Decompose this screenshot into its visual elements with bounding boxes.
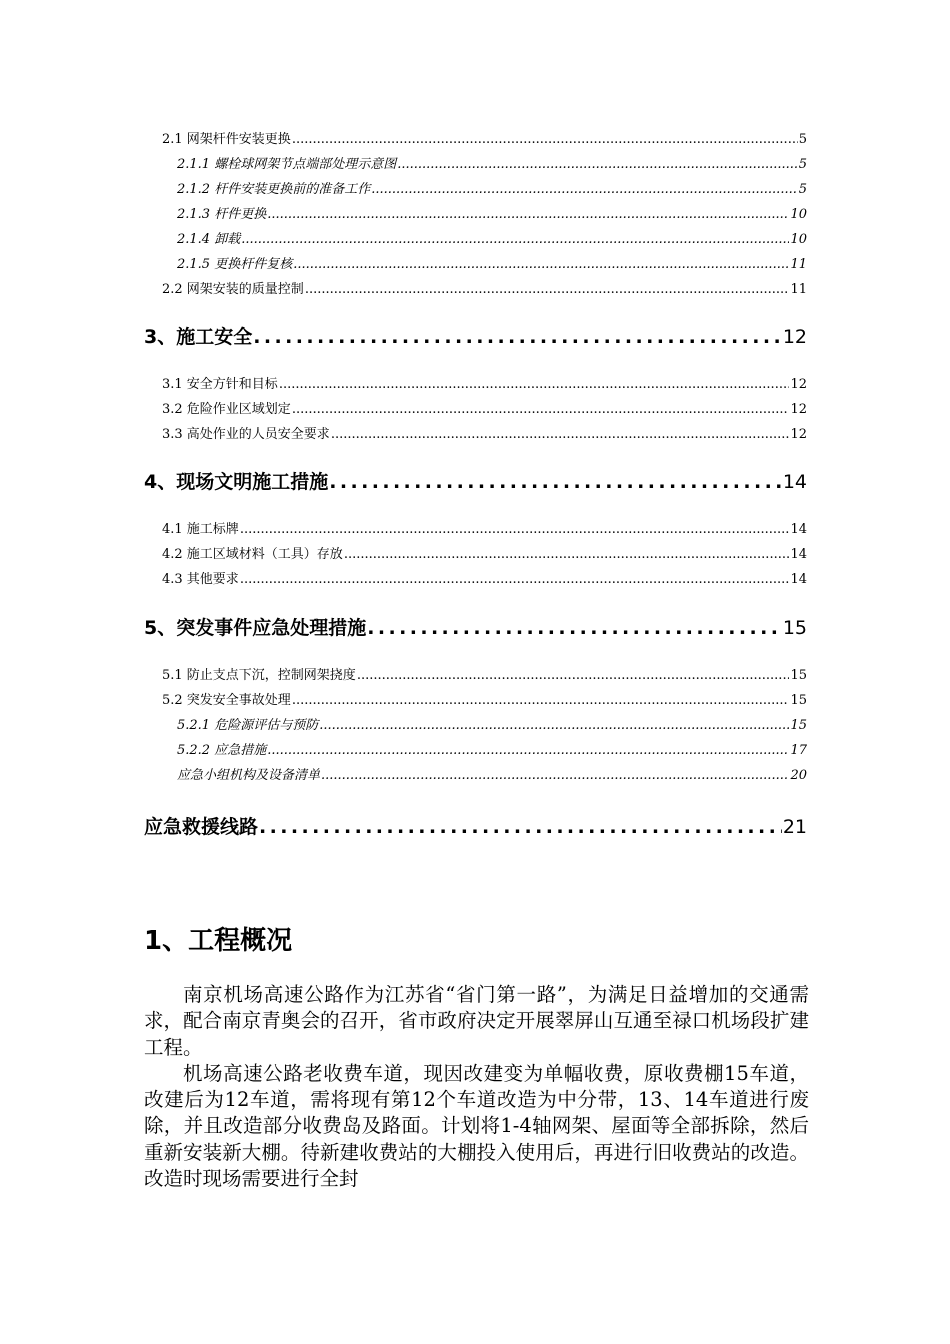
toc-leader-dots <box>292 402 790 417</box>
toc-entry-page: 15 <box>782 617 807 639</box>
toc-leader-dots <box>367 617 782 639</box>
body-paragraph: 机场高速公路老收费车道，现因改建变为单幅收费，原收费棚15车道，改建后为12车道，需将现有第12个车道改造为中分带，13、14车道进行废除，并且改造部分收费岛及路面。计划将1-4轴网架、屋面等全部拆除，然后重新安装新大棚。待新建收费站的大棚投入使用后，再进行旧收费站的改造。改造时现场需要进行全封 <box>144 1061 809 1191</box>
toc-entry-title: 应急小组机构及设备清单 <box>177 768 321 783</box>
toc-leader-dots <box>319 718 789 733</box>
toc-entry-title: 3.1 安全方针和目标 <box>162 377 278 392</box>
toc-entry-title: 2.1.5 更换杆件复核 <box>177 257 293 272</box>
toc-leader-dots <box>293 257 789 272</box>
toc-leader-dots <box>292 132 798 147</box>
toc-entry-title: 2.1.2 杆件安装更换前的准备工作 <box>177 182 371 197</box>
toc-leader-dots <box>259 816 782 838</box>
toc-chapter-entry[interactable] <box>144 467 807 494</box>
toc-entry-page: 11 <box>790 282 807 297</box>
section-body <box>144 982 809 1192</box>
toc-entry-page: 14 <box>790 522 807 537</box>
toc-entry-title: 3.2 危险作业区域划定 <box>162 402 291 417</box>
toc-leader-dots <box>329 471 782 493</box>
toc-entry[interactable] <box>162 373 807 392</box>
toc-entry-page: 11 <box>790 257 807 272</box>
toc-leader-dots <box>241 232 789 247</box>
toc-entry-title: 5.1 防止支点下沉，控制网架挠度 <box>162 668 356 683</box>
toc-entry-page: 5 <box>798 132 807 147</box>
toc-entry[interactable] <box>162 689 807 708</box>
toc-entry-page: 10 <box>790 207 807 222</box>
toc-entry[interactable] <box>177 228 807 247</box>
toc-entry-page: 12 <box>790 427 807 442</box>
toc-entry[interactable] <box>162 398 807 417</box>
toc-entry-title: 2.1 网架杆件安装更换 <box>162 132 291 147</box>
body-paragraph: 南京机场高速公路作为江苏省“省门第一路”，为满足日益增加的交通需求，配合南京青奥会的召开，省市政府决定开展翠屏山互通至禄口机场段扩建工程。 <box>144 983 809 1059</box>
toc-entry[interactable] <box>177 153 807 172</box>
toc-entry-page: 12 <box>790 377 807 392</box>
toc-leader-dots <box>371 182 798 197</box>
toc-leader-dots <box>253 326 782 348</box>
toc-leader-dots <box>292 693 790 708</box>
toc-leader-dots <box>344 547 790 562</box>
section-heading: 1、工程概况 <box>144 926 293 956</box>
toc-entry-page: 14 <box>790 547 807 562</box>
toc-entry-page: 21 <box>782 816 807 838</box>
toc-entry[interactable] <box>162 518 807 537</box>
toc-entry-title: 5.2.2 应急措施 <box>177 743 267 758</box>
toc-entry-page: 20 <box>790 768 807 783</box>
toc-entry-page: 15 <box>790 693 807 708</box>
toc-entry-page: 5 <box>798 157 807 172</box>
toc-entry-title: 2.1.4 卸载 <box>177 232 241 247</box>
toc-leader-dots <box>267 743 789 758</box>
toc-entry[interactable] <box>162 543 807 562</box>
toc-entry-page: 17 <box>790 743 807 758</box>
toc-entry[interactable] <box>177 178 807 197</box>
toc-entry-page: 14 <box>790 572 807 587</box>
toc-leader-dots <box>240 522 790 537</box>
toc-entry[interactable] <box>162 423 807 442</box>
toc-entry-title: 3.3 高处作业的人员安全要求 <box>162 427 330 442</box>
toc-chapter-entry[interactable] <box>144 812 807 839</box>
toc-chapter-entry[interactable] <box>144 613 807 640</box>
toc-leader-dots <box>305 282 790 297</box>
toc-entry-title: 4.2 施工区域材料（工具）存放 <box>162 547 343 562</box>
toc-entry[interactable] <box>162 278 807 297</box>
toc-leader-dots <box>321 768 789 783</box>
toc-leader-dots <box>279 377 790 392</box>
toc-entry-page: 15 <box>790 718 807 733</box>
toc-entry-title: 应急救援线路 <box>144 816 259 838</box>
toc-entry-title: 3、施工安全 <box>144 326 253 348</box>
toc-entry-page: 5 <box>798 182 807 197</box>
toc-entry[interactable] <box>162 664 807 683</box>
toc-entry-title: 2.2 网架安装的质量控制 <box>162 282 304 297</box>
toc-chapter-entry[interactable] <box>144 322 807 349</box>
toc-entry[interactable] <box>162 568 807 587</box>
toc-entry-title: 4、现场文明施工措施 <box>144 471 329 493</box>
toc-leader-dots <box>331 427 790 442</box>
toc-entry[interactable] <box>162 128 807 147</box>
toc-entry-title: 2.1.3 杆件更换 <box>177 207 267 222</box>
toc-entry-title: 4.3 其他要求 <box>162 572 239 587</box>
toc-entry-title: 2.1.1 螺栓球网架节点端部处理示意图 <box>177 157 397 172</box>
toc-entry-page: 12 <box>782 326 807 348</box>
toc-leader-dots <box>397 157 798 172</box>
toc-entry[interactable] <box>177 739 807 758</box>
toc-entry-title: 5.2.1 危险源评估与预防 <box>177 718 319 733</box>
toc-entry[interactable] <box>177 714 807 733</box>
toc-entry-title: 5.2 突发安全事故处理 <box>162 693 291 708</box>
toc-entry-page: 15 <box>790 668 807 683</box>
toc-entry[interactable] <box>177 203 807 222</box>
toc-entry-page: 12 <box>790 402 807 417</box>
toc-entry-title: 4.1 施工标牌 <box>162 522 239 537</box>
toc-entry-page: 14 <box>782 471 807 493</box>
toc-leader-dots <box>357 668 790 683</box>
toc-entry-title: 5、突发事件应急处理措施 <box>144 617 367 639</box>
toc-leader-dots <box>267 207 789 222</box>
toc-entry[interactable] <box>177 253 807 272</box>
toc-leader-dots <box>240 572 790 587</box>
toc-entry[interactable] <box>177 764 807 783</box>
toc-entry-page: 10 <box>790 232 807 247</box>
